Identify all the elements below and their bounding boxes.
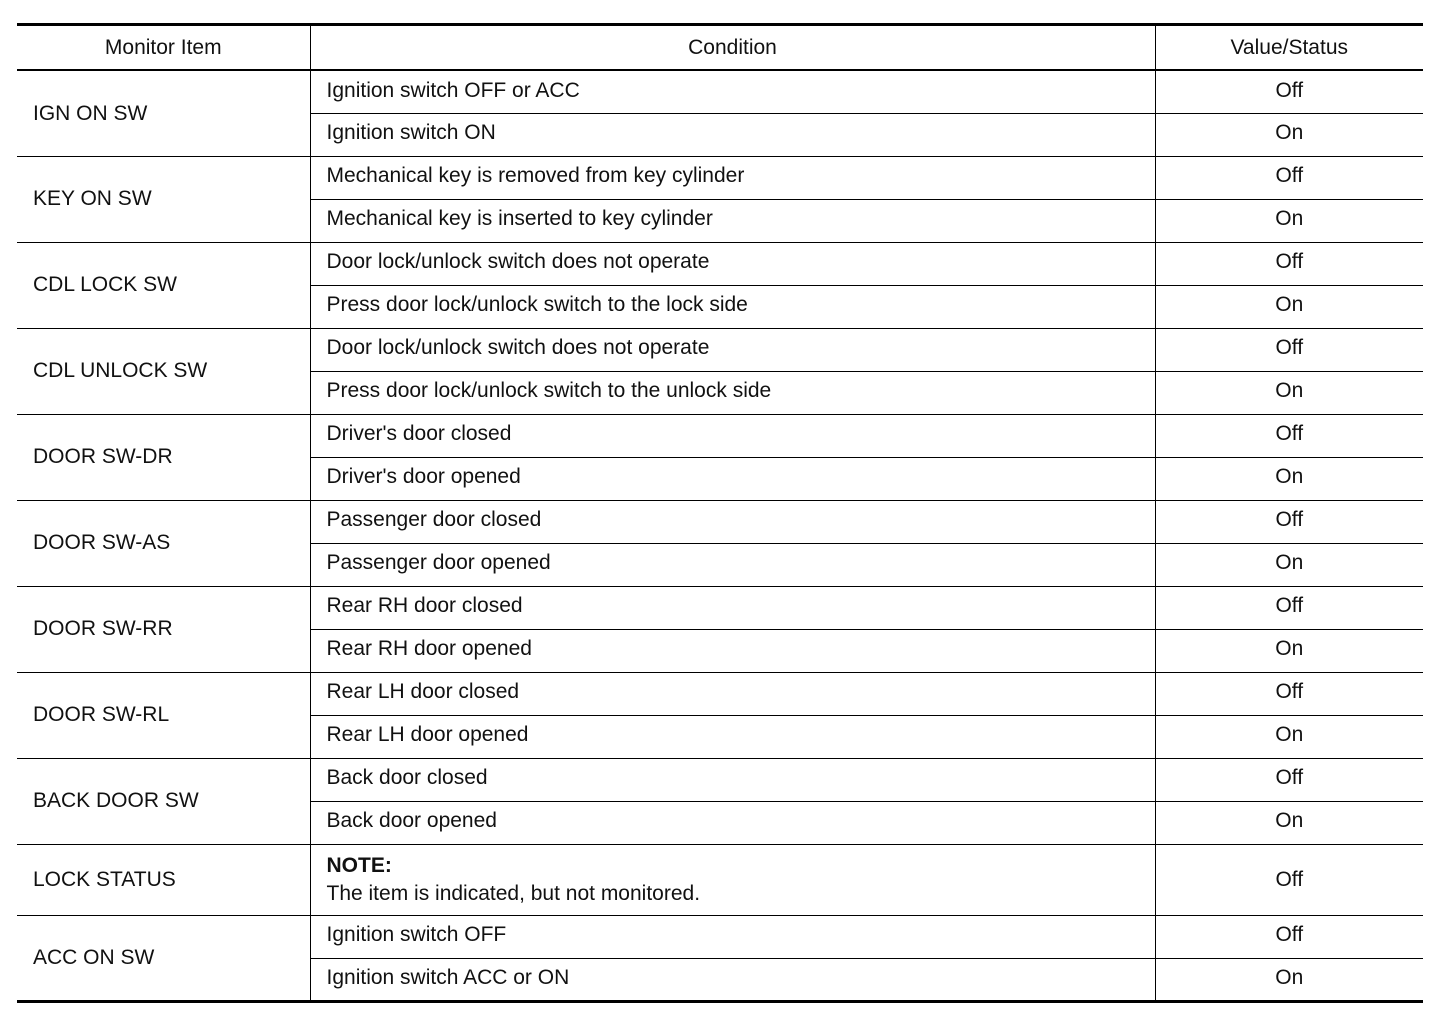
- condition-cell: Rear LH door closed: [310, 672, 1155, 715]
- condition-cell: Driver's door opened: [310, 457, 1155, 500]
- monitor-item-cell: DOOR SW-DR: [17, 414, 310, 500]
- value-cell: Off: [1155, 242, 1423, 285]
- value-cell: Off: [1155, 758, 1423, 801]
- note-cell: [310, 844, 1155, 915]
- header-value-status: Value/Status: [1155, 25, 1423, 71]
- condition-cell: Mechanical key is removed from key cylinder: [310, 156, 1155, 199]
- value-cell: Off: [1155, 672, 1423, 715]
- monitor-item-cell: ACC ON SW: [17, 915, 310, 1001]
- header-condition: Condition: [310, 25, 1155, 71]
- value-cell: On: [1155, 457, 1423, 500]
- monitor-item-cell: IGN ON SW: [17, 70, 310, 156]
- monitor-item-cell: DOOR SW-RR: [17, 586, 310, 672]
- condition-cell: Ignition switch ON: [310, 113, 1155, 156]
- condition-cell: Back door opened: [310, 801, 1155, 844]
- value-cell: Off: [1155, 70, 1423, 113]
- condition-cell: Rear LH door opened: [310, 715, 1155, 758]
- condition-cell: Passenger door closed: [310, 500, 1155, 543]
- note-text: The item is indicated, but not monitored.: [326, 881, 701, 905]
- table-row: [17, 500, 1423, 543]
- value-cell: On: [1155, 371, 1423, 414]
- condition-cell: Ignition switch ACC or ON: [310, 958, 1155, 1001]
- value-cell: On: [1155, 958, 1423, 1001]
- table-row: [17, 328, 1423, 371]
- monitor-table: [17, 23, 1423, 1003]
- table-row: [17, 672, 1423, 715]
- value-cell: Off: [1155, 328, 1423, 371]
- header-monitor-item: Monitor Item: [17, 25, 310, 71]
- value-cell: Off: [1155, 844, 1423, 915]
- value-cell: Off: [1155, 500, 1423, 543]
- value-cell: On: [1155, 801, 1423, 844]
- monitor-item-cell: CDL UNLOCK SW: [17, 328, 310, 414]
- table-row: [17, 915, 1423, 958]
- monitor-item-cell: KEY ON SW: [17, 156, 310, 242]
- value-cell: Off: [1155, 586, 1423, 629]
- condition-cell: Door lock/unlock switch does not operate: [310, 242, 1155, 285]
- header-row: [17, 25, 1423, 71]
- condition-cell: Back door closed: [310, 758, 1155, 801]
- condition-cell: Press door lock/unlock switch to the lock side: [310, 285, 1155, 328]
- monitor-item-cell: DOOR SW-RL: [17, 672, 310, 758]
- table-row: [17, 586, 1423, 629]
- table-row: [17, 844, 1423, 915]
- monitor-item-cell: DOOR SW-AS: [17, 500, 310, 586]
- monitor-item-cell: BACK DOOR SW: [17, 758, 310, 844]
- value-cell: Off: [1155, 915, 1423, 958]
- condition-cell: Rear RH door opened: [310, 629, 1155, 672]
- value-cell: On: [1155, 629, 1423, 672]
- condition-cell: Press door lock/unlock switch to the unlock side: [310, 371, 1155, 414]
- condition-cell: Ignition switch OFF or ACC: [310, 70, 1155, 113]
- table-header: [17, 25, 1423, 71]
- condition-cell: Ignition switch OFF: [310, 915, 1155, 958]
- value-cell: On: [1155, 113, 1423, 156]
- value-cell: Off: [1155, 414, 1423, 457]
- value-cell: On: [1155, 543, 1423, 586]
- note-label: NOTE:: [326, 854, 392, 878]
- value-cell: Off: [1155, 156, 1423, 199]
- condition-cell: Passenger door opened: [310, 543, 1155, 586]
- condition-cell: Door lock/unlock switch does not operate: [310, 328, 1155, 371]
- table-row: [17, 70, 1423, 113]
- value-cell: On: [1155, 285, 1423, 328]
- condition-cell: Driver's door closed: [310, 414, 1155, 457]
- table-body: [17, 70, 1423, 1001]
- condition-cell: Mechanical key is inserted to key cylinder: [310, 199, 1155, 242]
- value-cell: On: [1155, 715, 1423, 758]
- value-cell: On: [1155, 199, 1423, 242]
- table-row: [17, 156, 1423, 199]
- table-row: [17, 242, 1423, 285]
- table-row: [17, 758, 1423, 801]
- monitor-item-cell: CDL LOCK SW: [17, 242, 310, 328]
- condition-cell: Rear RH door closed: [310, 586, 1155, 629]
- monitor-item-cell: LOCK STATUS: [17, 844, 310, 915]
- table-row: [17, 414, 1423, 457]
